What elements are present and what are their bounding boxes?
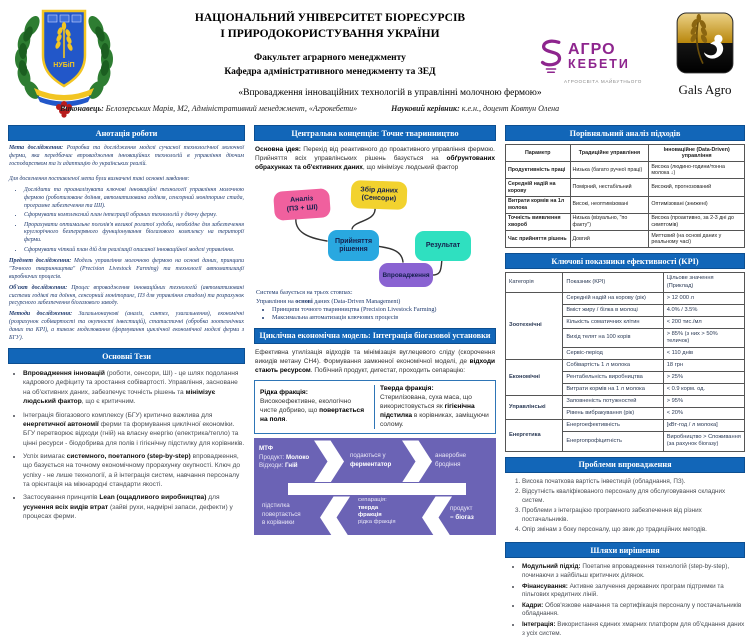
- table-row: [506, 231, 745, 248]
- section-header-theses: Основні Тези: [8, 348, 245, 364]
- abstract-tasks-intro: Для досягнення поставленої мети були визначені такі основні завдання:: [9, 175, 190, 182]
- biogas-step-biogas: продукт = біогаз: [450, 505, 474, 521]
- university-line2: І ПРИРОДОКОРИСТУВАННЯ УКРАЇНИ: [220, 28, 440, 41]
- university-name: [120, 10, 540, 42]
- executor-label: Виконавець:: [60, 104, 104, 113]
- solutions-list: [505, 563, 745, 640]
- nubip-emblem-text: НУБіП: [53, 62, 75, 69]
- table-header-row: [506, 145, 745, 162]
- concept-idea: Основна ідея: Перехід від реактивного до проактивного управління фермою. Прийняття всіх управлінських рішень базується на обґрунтованих обрахунках та об'єктивних даних, що мінімізує людський фактор: [255, 146, 495, 172]
- kpi-category-cell: Управлінські: [506, 396, 563, 420]
- kpi-category-cell: Енергетика: [506, 420, 563, 451]
- middle-column: [254, 123, 496, 644]
- agrokebety-word-kebety: КЕБЕТИ: [568, 56, 630, 71]
- flow-connector-bar: [288, 483, 466, 495]
- table-cell: Високі, неоптимізовані: [570, 196, 649, 213]
- table-cell: Високий, прогнозований: [649, 179, 745, 196]
- abstract-tasks-list: [9, 187, 244, 255]
- section-header-concept: Центральна концепція: Точне тваринництво: [254, 125, 496, 141]
- kpi-table: [505, 272, 745, 451]
- table-cell: Висока (проактивно, за 2-3 дні до симптомів): [649, 213, 745, 230]
- kpi-cell: Енергоефективність: [563, 420, 663, 432]
- list-item: 4. Опір змінам з боку персоналу, що звик до традиційних методів.: [522, 526, 745, 535]
- biogas-step-anaerobic: анаеробне бродіння: [435, 452, 467, 468]
- biogas-cycle-diagram: [254, 438, 496, 535]
- column-header: Цільове значення (Приклад): [663, 273, 744, 292]
- column-header: Параметр: [506, 145, 571, 162]
- pillars-intro: Система базується на трьох стовпах:: [256, 289, 353, 297]
- faculty-department: [120, 51, 540, 80]
- table-cell: Помірний, нестабільний: [570, 179, 649, 196]
- kpi-row: [506, 292, 745, 304]
- supervisor-value: к.е.н., доцент Ковтун Олена: [461, 104, 560, 113]
- chevron-left-icon: [320, 496, 350, 538]
- thesis-title: «Впровадження інноваційних технологій в управлінні молочною фермою»: [238, 88, 542, 98]
- list-item: • Застосування принципів Lean (ощадливого виробництва) для усунення всіх видів втрат (зайві рухи, надмірні запаси, дефекти) у процесах ферми.: [23, 493, 245, 521]
- kpi-row: [506, 396, 745, 408]
- section-header-cyclic: Циклічна економічна модель: Інтеграція біогазової установки: [254, 328, 496, 344]
- abstract-goal: Мета дослідження: Розробка та дослідження моделі сучасної технологічної молочної ферми, яка передбачає впровадження інноваційних технологій в управління діючим господарством та їх адаптацію до українських реалій.: [9, 145, 245, 167]
- decision-flowchart: [254, 176, 496, 286]
- kpi-cell: Середній надій на корову (рік): [563, 292, 663, 304]
- galsagro-logo: [663, 12, 747, 98]
- kpi-cell: Собівартість 1 л молока: [563, 360, 663, 372]
- kpi-cell: < 200 тис./мл: [663, 316, 744, 328]
- list-item: • Модульний підхід: Поетапне впровадження технологій (step-by-step), починаючи з найбільш критичних ділянок.: [522, 563, 745, 581]
- kpi-cell: > 12 000 л: [663, 292, 744, 304]
- kpi-cell: Заповненість потужностей: [563, 396, 663, 408]
- table-cell: Середній надій на корову: [506, 179, 571, 196]
- biogas-step-bedding: підстилка повертається в корівники: [262, 502, 301, 526]
- kpi-cell: [кВт-год / л молока]: [663, 420, 744, 432]
- kpi-cell: > 85% (з них > 50% теличок): [663, 328, 744, 347]
- galsagro-wordmark: Gals Agro: [678, 82, 732, 97]
- list-item: • Інтеграція біогазового комплексу (БГУ) критично важлива для енергетичної автономії ферми та формування циклічної економіки. БГУ перетворює відходи (гній) на власну енергію (електрика/тепло) та цінні ресурси - біодобрива для полів і гігієнічну підстилку для корівників.: [23, 411, 245, 448]
- kpi-cell: 4.0% / 3.5%: [663, 304, 744, 316]
- university-line1: НАЦІОНАЛЬНИЙ УНІВЕРСИТЕТ БІОРЕСУРСІВ: [194, 12, 466, 24]
- section-header-solutions: Шляхи вирішення: [505, 542, 745, 558]
- agrokebety-word-agro: АГРО: [568, 40, 616, 58]
- agrokebety-logo: [538, 36, 668, 84]
- kpi-cell: < 0.9 корм. од.: [663, 384, 744, 396]
- biogas-step-farm: МТФ Продукт: Молоко Відходи: Гній: [259, 445, 310, 469]
- table-cell: Висока (людино-години/тонна молока ↓): [649, 162, 745, 179]
- kpi-cell: Рівень вибракування (рік): [563, 408, 663, 420]
- department-name: Кафедра адміністративного менеджменту та ЗЕД: [224, 67, 436, 78]
- section-header-problems: Проблеми впровадження: [505, 457, 745, 473]
- abstract-subject: Предмет дослідження: Модель управління молочною фермою на основі даних, принципи "Точного тваринництва" (Precision Livestock Farming) та технології автоматизації виробничих процесів.: [9, 257, 245, 280]
- problems-list: [505, 478, 745, 537]
- table-row: [506, 213, 745, 230]
- table-header-row: [506, 273, 745, 292]
- pillars-block: [256, 289, 496, 322]
- abstract-body: [8, 143, 245, 346]
- flow-node-analysis: Аналіз (ПЗ + ШІ): [273, 188, 331, 221]
- header-titles: [120, 10, 540, 80]
- flow-node-data-collection: Збір даних (Сенсори): [351, 180, 408, 210]
- section-header-abstract: Анотація роботи: [8, 125, 245, 141]
- section-header-kpi: Ключові показники ефективності (KPI): [505, 253, 745, 269]
- column-header: Традиційне управління: [570, 145, 649, 162]
- theses-list: [8, 369, 245, 525]
- kpi-row: [506, 360, 745, 372]
- list-item: • Фінансування: Активне залучення державних програм підтримки та пільгових кредитних ліній.: [522, 583, 745, 601]
- liquid-fraction-cell: Рідка фракція: Високоефективне, екологічно чисте добриво, що повертається на поля.: [255, 385, 375, 429]
- kpi-cell: 18 грн: [663, 360, 744, 372]
- abstract-object: Об'єкт дослідження: Процес впровадження інноваційних технологій (автоматизовані системи годівлі та доїння, сенсорний моніторинг, ПЗ для управління стадом) та розрахунок ресурсного забезпечення біогазового заводу.: [9, 284, 245, 307]
- kpi-cell: Витрати кормів на 1 л молока: [563, 384, 663, 396]
- left-column: [8, 123, 245, 644]
- agrokebety-wordmark: [568, 42, 630, 71]
- table-row: [506, 196, 745, 213]
- table-row: [506, 162, 745, 179]
- comparison-table: [505, 144, 745, 248]
- columns: [8, 123, 745, 644]
- column-header: Інноваційне (Data-Driven) управління: [649, 145, 745, 162]
- list-item: • Інтеграція: Використання єдиних хмарних платформ для об'єднання даних з усіх систем.: [522, 621, 745, 639]
- abstract-methods: Методи дослідження: Загальнонаукові (аналіз, синтез, узагальнення), економічні (розрахунок собівартості та окупності інвестицій), статистичні (обробка зоотехнічних даних та KPI), а також моделювання (формування циклічної економічної моделі ферми з БГУ).: [9, 311, 245, 342]
- executor-value: Бєлозерських Марія, М2, Адміністративний менеджмент, «Агрокебети»: [105, 104, 358, 113]
- section-header-comparison: Порівняльний аналіз підходів: [505, 125, 745, 141]
- kpi-cell: > 95%: [663, 396, 744, 408]
- agrokebety-icon: [538, 36, 564, 76]
- authors-line: [60, 104, 746, 113]
- executor: [60, 104, 357, 113]
- flow-node-implementation: Впровадження: [379, 263, 433, 287]
- table-cell: Продуктивність праці: [506, 162, 571, 179]
- kpi-cell: Сервіс-період: [563, 348, 663, 360]
- galsagro-icon: [676, 12, 734, 76]
- table-cell: Довгий: [570, 231, 649, 248]
- table-cell: Точність виявлення хвороб: [506, 213, 571, 230]
- flow-node-result: Результат: [415, 231, 471, 261]
- chevron-left-icon: [422, 496, 452, 538]
- pillars-lead: Управління на основі даних (Data-Driven Management): [256, 297, 401, 305]
- supervisor-label: Науковий керівник:: [391, 104, 460, 113]
- list-item: 2. Відсутність кваліфікованого персоналу для обслуговування складних систем.: [522, 488, 745, 506]
- kpi-category-cell: Економічні: [506, 360, 563, 396]
- table-cell: Низька (багато ручної праці): [570, 162, 649, 179]
- list-item: • Впровадження інновацій (роботи, сенсори, ШІ) - це шлях подолання кадрового дефіциту та зростання собівартості. Управління, засноване на об'єктивних даних, забезпечує точність рішень та мінімізує людський фактор, що є критичним.: [23, 369, 245, 406]
- kpi-cell: Вміст жиру / білка в молоці: [563, 304, 663, 316]
- list-item: • Максимальна автоматизація ключових процесів: [272, 314, 496, 322]
- table-cell: Оптимізовані (знижені): [649, 196, 745, 213]
- fractions-table: [254, 380, 496, 434]
- table-row: [506, 179, 745, 196]
- list-item: • Дослідити та проаналізувати ключові інноваційні технології управління молочною фермою (роботизоване доїння, автоматизована годівля, сенсорний моніторинг стада, програмне забезпечення та ШІ).: [24, 187, 244, 211]
- pillars-list: [256, 306, 496, 323]
- kpi-row: [506, 420, 745, 432]
- agrokebety-tagline: АГРООСВІТА МАЙБУТНЬОГО: [564, 79, 642, 84]
- list-item: • Кадри: Обов'язкове навчання та сертифікація персоналу у постачальників обладнання.: [522, 602, 745, 620]
- table-cell: Миттєвий (на основі даних у реальному часі): [649, 231, 745, 248]
- kpi-cell: Вихід телят на 100 корів: [563, 328, 663, 347]
- list-item: 1. Висока початкова вартість інвестицій (обладнання, ПЗ).: [522, 478, 745, 487]
- solid-fraction-cell: Тверда фракція: Стерилізована, суха маса, що використовується як гігієнічна підстилка в корівниках, заміщуючи солому.: [380, 385, 489, 428]
- kpi-cell: < 20%: [663, 408, 744, 420]
- kpi-cell: Виробництво > Споживання (за рахунок біогазу): [663, 432, 744, 451]
- list-item: • Прорахувати оптимальне поголів'я великої рогатої худоби, необхідне для забезпечення круглорічного безперервного функціонування біогазового комплексу на території ферми.: [24, 222, 244, 246]
- table-cell: Час прийняття рішень: [506, 231, 571, 248]
- list-item: 3. Проблеми з інтеграцією програмного забезпечення від різних постачальників.: [522, 507, 745, 525]
- biogas-step-fermenter: подаються у ферментатор: [350, 452, 392, 468]
- nubip-emblem-icon: [12, 4, 116, 118]
- supervisor: [391, 104, 559, 113]
- cyclic-intro: Ефективна утилізація відходів та мінімізація вуглецевого сліду (скорочення викидів метану CH4). Формування замкненої економічної моделі, де відходи стають ресурсом. Побічний продукт, дигестат, проходить сепарацію:: [255, 348, 495, 374]
- kpi-cell: < 110 днів: [663, 348, 744, 360]
- chevron-right-icon: [314, 440, 344, 482]
- list-item: • Сформувати комплексний план інтеграції обраних технологій у діючу ферму.: [24, 212, 244, 220]
- column-header: Показник (KPI): [563, 273, 663, 292]
- chevron-right-icon: [402, 440, 432, 482]
- kpi-cell: Рентабельність виробництва: [563, 372, 663, 384]
- kpi-cell: > 25%: [663, 372, 744, 384]
- faculty-name: Факультет аграрного менеджменту: [254, 53, 406, 64]
- list-item: • Принципи точного тваринництва (Precision Livestock Farming): [272, 306, 496, 314]
- list-item: • Успіх вимагає системного, поетапного (step-by-step) впровадження, що базується на точному економічному прорахунку окупності. Ключ до успіху - не лише технології, а й інтеграція систем, навчання персоналу та орієнтація на міжнародні стандарти якості.: [23, 452, 245, 489]
- table-cell: Витрати кормів на 1л молока: [506, 196, 571, 213]
- kpi-cell: Кількість соматичних клітин: [563, 316, 663, 328]
- column-header: Категорія: [506, 273, 563, 292]
- flow-node-decision: Прийняття рішення: [328, 230, 379, 261]
- table-cell: Низька (візуально, "по факту"): [570, 213, 649, 230]
- list-item: • Сформувати чіткий план дій для реалізації описаної інноваційної моделі управління.: [24, 247, 244, 255]
- right-column: [505, 123, 745, 644]
- biogas-step-separation: сепарація: тверда фракція рідка фракція: [358, 497, 396, 526]
- kpi-cell: Енергопрофіцитність: [563, 432, 663, 451]
- kpi-category-cell: Зоотехнічні: [506, 292, 563, 359]
